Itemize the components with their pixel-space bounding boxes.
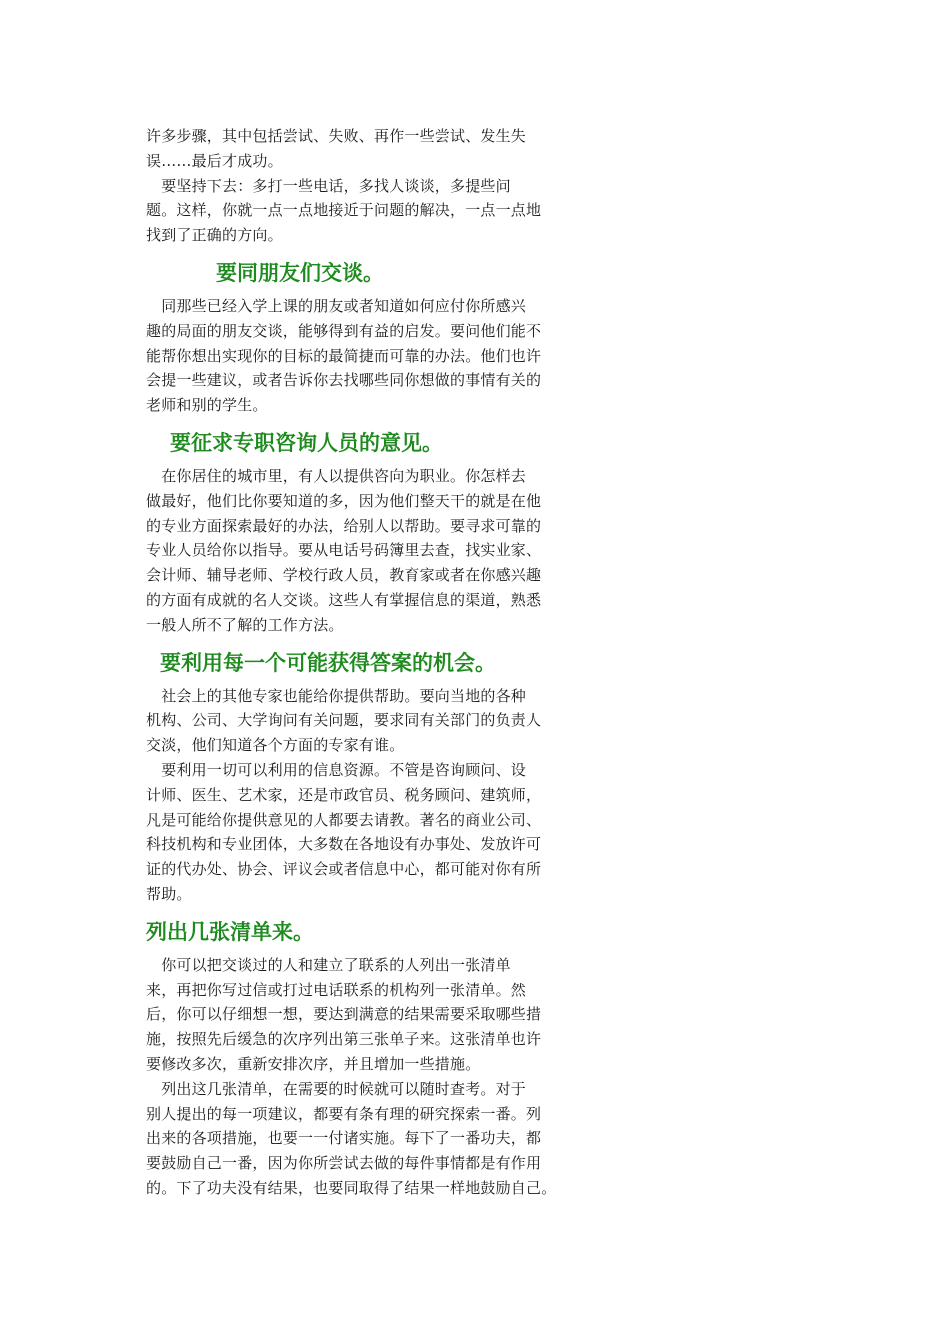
section-make-lists <box>146 917 596 1201</box>
text-line: 的。下了功夫没有结果，也要同取得了结果一样地鼓励自己。 <box>146 1178 557 1197</box>
text-line: 交淡，他们知道各个方面的专家有谁。 <box>146 736 405 755</box>
text-line: 你可以把交谈过的人和建立了联系的人列出一张清单 <box>146 955 511 974</box>
section-heading: 要征求专职咨询人员的意见。 <box>170 430 443 455</box>
text-line: 证的代办处、协会、评议会或者信息中心，都可能对你有所 <box>146 860 542 879</box>
text-line: 出来的各项措施，也要一一付诸实施。每下了一番功夫，都 <box>146 1129 542 1148</box>
section-heading: 要同朋友们交谈。 <box>216 260 384 285</box>
text-line: 会提一些建议，或者告诉你去找哪些同你想做的事情有关的 <box>146 371 542 390</box>
text-line: 机构、公司、大学询问有关问题，要求同有关部门的负责人 <box>146 711 542 730</box>
text-line: 凡是可能给你提供意见的人都要去请教。著名的商业公司、 <box>146 810 542 829</box>
text-line: 专业人员给你以指导。要从电话号码簿里去查，找实业家、 <box>146 541 542 560</box>
section-use-every-opportunity <box>146 648 596 907</box>
text-line: 趣的局面的朋友交谈，能够得到有益的启发。要问他们能不 <box>146 321 542 340</box>
text-line: 帮助。 <box>146 884 192 903</box>
text-line: 题。这样，你就一点一点地接近于问题的解决，一点一点地 <box>146 201 542 220</box>
text-line: 做最好，他们比你要知道的多，因为他们整天干的就是在他 <box>146 491 542 510</box>
text-line: 要修改多次，重新安排次序，并且增加一些措施。 <box>146 1054 481 1073</box>
section-heading: 列出几张清单来。 <box>146 919 314 944</box>
text-line: 要坚持下去：多打一些电话，多找人谈谈，多提些问 <box>146 176 511 195</box>
text-line: 找到了正确的方向。 <box>146 226 283 245</box>
section-consult-professionals <box>146 428 596 638</box>
text-line: 许多步骤，其中包括尝试、失败、再作一些尝试、发生失 <box>146 127 527 145</box>
section-talk-with-friends <box>146 258 596 418</box>
intro-paragraphs <box>146 124 596 248</box>
text-line: 会计师、辅导老师、学校行政人员，教育家或者在你感兴趣 <box>146 566 542 585</box>
text-line: 来，再把你写过信或打过电话联系的机构列一张清单。然 <box>146 980 527 999</box>
text-line: 要鼓励自己一番，因为你所尝试去做的每件事情都是有作用 <box>146 1154 542 1173</box>
text-line: 要利用一切可以利用的信息资源。不管是咨询顾问、设 <box>146 760 527 779</box>
text-line: 老师和别的学生。 <box>146 396 268 415</box>
text-line: 在你居住的城市里，有人以提供咨向为职业。你怎样去 <box>146 466 527 485</box>
text-line: 误……最后才成功。 <box>146 151 283 170</box>
text-line: 一般人所不了解的工作方法。 <box>146 615 344 634</box>
text-line: 科技机构和专业团体，大多数在各地设有办事处、发放许可 <box>146 835 542 854</box>
text-line: 的方面有成就的名人交谈。这些人有掌握信息的渠道，熟悉 <box>146 590 542 609</box>
text-line: 施，按照先后缓急的次序列出第三张单子来。这张清单也许 <box>146 1030 542 1049</box>
text-line: 别人提出的每一项建议，都要有条有理的研究探索一番。列 <box>146 1104 542 1123</box>
text-line: 的专业方面探索最好的办法，给别人以帮助。要寻求可靠的 <box>146 516 542 535</box>
document-page <box>146 124 596 1201</box>
section-heading: 要利用每一个可能获得答案的机会。 <box>160 650 496 675</box>
text-line: 后，你可以仔细想一想，要达到满意的结果需要采取哪些措 <box>146 1005 542 1024</box>
text-line: 能帮你想出实现你的目标的最简捷而可靠的办法。他们也许 <box>146 346 542 365</box>
text-line: 社会上的其他专家也能给你提供帮助。要向当地的各种 <box>146 686 527 705</box>
text-line: 同那些已经入学上课的朋友或者知道如何应付你所感兴 <box>146 296 527 315</box>
text-line: 列出这几张清单，在需要的时候就可以随时查考。对于 <box>146 1079 527 1098</box>
text-line: 计师、医生、艺术家，还是市政官员、税务顾问、建筑师， <box>146 785 542 804</box>
